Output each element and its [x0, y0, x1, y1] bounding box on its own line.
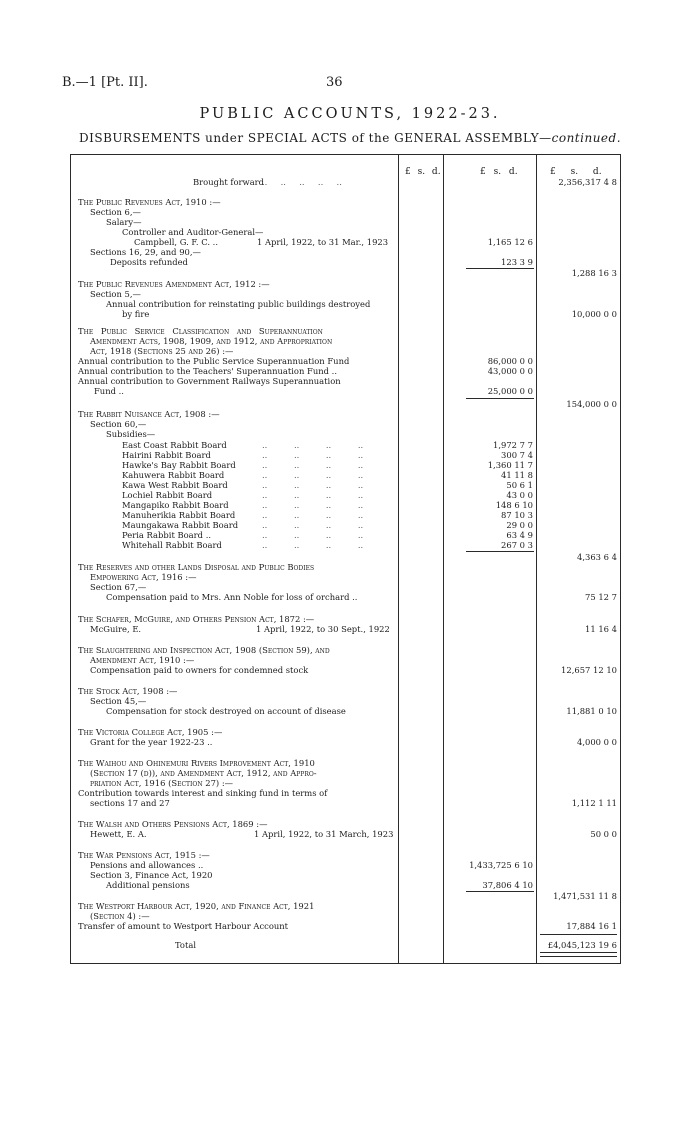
leader-dots: .. .. .. .. .. — [262, 177, 342, 187]
table-left-rule — [70, 154, 71, 964]
column-divider-2 — [443, 154, 444, 964]
amount: 1,165 12 6 — [487, 237, 533, 247]
act-heading: The Rabbit Nuisance Act, 1908 :— — [78, 409, 220, 419]
item-label: by fire — [122, 309, 150, 319]
amount: 267 0 3 — [501, 540, 533, 550]
amount: 10,000 0 0 — [571, 309, 617, 319]
act-heading: Empowering Act, 1916 :— — [90, 572, 197, 582]
act-heading: Amendment Acts, 1908, 1909, and 1912, and Appropriation — [90, 336, 333, 346]
item-label: Compensation paid to owners for condemned stock — [90, 665, 309, 675]
subtotal-rule — [466, 398, 534, 399]
item-label: Subsidies— — [106, 429, 156, 439]
amount: 1,360 11 7 — [487, 460, 533, 470]
amount: 1,433,725 6 10 — [469, 860, 533, 870]
section-label: Section 67,— — [90, 582, 147, 592]
list-item: Lochiel Rabbit Board — [122, 490, 213, 500]
amount: 1,471,531 11 8 — [553, 891, 617, 901]
act-heading: The Public Service Classification and Superannuation — [78, 326, 323, 336]
amount: 11 16 4 — [585, 624, 617, 634]
item-label: Transfer of amount to Westport Harbour Account — [78, 921, 289, 931]
amount: 43 0 0 — [506, 490, 533, 500]
amount: 148 6 10 — [495, 500, 533, 510]
act-heading: The War Pensions Act, 1915 :— — [78, 850, 210, 860]
list-item: Hawke's Bay Rabbit Board — [122, 460, 236, 470]
leader-dots: .. .. .. .. .. .. .. .. .. .. .. .. .. .. .. .. .. .. .. .. .. .. .. .. .. .. .. .. .. .. .. .. .. .. .. .. .. .. .. .. .. .. .. .. — [262, 440, 364, 550]
act-heading: The Waihou and Ohinemuri Rivers Improvement Act, 1910 — [78, 758, 315, 768]
section-label: Section 5,— — [90, 289, 141, 299]
col-header-3: £ s. d. — [550, 167, 602, 177]
table-right-rule — [620, 154, 621, 964]
section-label: Sections 16, 29, and 90,— — [90, 247, 201, 257]
act-heading: The Reserves and other Lands Disposal and Public Bodies — [78, 562, 315, 572]
act-heading: The Slaughtering and Inspection Act, 1908 (Section 59), and — [78, 645, 330, 655]
item-label: Additional pensions — [106, 880, 190, 890]
section-label: Section 3, Finance Act, 1920 — [90, 870, 213, 880]
amount: 17,884 16 1 — [566, 921, 617, 931]
item-label: Campbell, G. F. C. .. — [134, 237, 219, 247]
list-item: Maungakawa Rabbit Board — [122, 520, 239, 530]
section-label: Section 60,— — [90, 419, 147, 429]
amount: 37,806 4 10 — [482, 880, 533, 890]
column-divider-1 — [398, 154, 399, 964]
page-title: PUBLIC ACCOUNTS, 1922-23. — [199, 106, 501, 122]
subtitle-continued: continued. — [551, 131, 622, 145]
item-label: Hewett, E. A. — [90, 829, 147, 839]
amount: 154,000 0 0 — [566, 399, 617, 409]
list-item: Whitehall Rabbit Board — [122, 540, 222, 550]
amount: 25,000 0 0 — [487, 386, 533, 396]
item-label: Fund .. — [94, 386, 124, 396]
document-reference: B.—1 [Pt. II]. — [62, 75, 148, 90]
item-label: McGuire, E. — [90, 624, 142, 634]
list-item: East Coast Rabbit Board — [122, 440, 227, 450]
list-item: Kawa West Rabbit Board — [122, 480, 228, 490]
table-top-rule — [70, 154, 621, 155]
amount-brought-forward: 2,356,317 4 8 — [558, 177, 617, 187]
amount: 300 7 4 — [501, 450, 533, 460]
total-double-rule — [540, 952, 617, 957]
item-label: Compensation for stock destroyed on account of disease — [106, 706, 346, 716]
item-date: 1 April, 1922, to 30 Sept., 1922 — [256, 624, 390, 634]
amount: 1,972 7 7 — [493, 440, 533, 450]
amount: 43,000 0 0 — [487, 366, 533, 376]
col-header-1: £ s. d. — [405, 167, 441, 177]
act-heading: priation Act, 1916 (Section 27) :— — [90, 778, 234, 788]
total-label: Total — [175, 940, 197, 950]
list-item: Kahuwera Rabbit Board — [122, 470, 225, 480]
act-heading: (Section 17 (d)), and Amendment Act, 1912, and Appro- — [90, 768, 317, 778]
col-header-2: £ s. d. — [480, 167, 518, 177]
item-date: 1 April, 1922, to 31 Mar., 1923 — [257, 237, 389, 247]
item-label: Annual contribution for reinstating public buildings destroyed — [106, 299, 371, 309]
subtotal-rule — [466, 268, 534, 269]
amount: 12,657 12 10 — [561, 665, 617, 675]
amount: 50 6 1 — [506, 480, 533, 490]
act-heading: The Westport Harbour Act, 1920, and Finance Act, 1921 — [78, 901, 315, 911]
act-heading: The Victoria College Act, 1905 :— — [78, 727, 223, 737]
amount: 4,000 0 0 — [577, 737, 617, 747]
page-subtitle — [0, 131, 700, 145]
list-item: Hairini Rabbit Board — [122, 450, 211, 460]
amount: 123 3 9 — [501, 257, 533, 267]
item-label: Annual contribution to the Teachers' Superannuation Fund .. — [78, 366, 337, 376]
subtotal-rule — [466, 551, 534, 552]
amount: 86,000 0 0 — [487, 356, 533, 366]
act-heading: The Stock Act, 1908 :— — [78, 686, 178, 696]
section-label: Section 45,— — [90, 696, 147, 706]
item-label: Salary— — [106, 217, 142, 227]
amount: 41 11 8 — [501, 470, 533, 480]
amount: 11,881 0 10 — [566, 706, 617, 716]
table-bottom-rule — [70, 963, 621, 964]
act-heading: The Public Revenues Amendment Act, 1912 :— — [78, 279, 270, 289]
total-rule — [540, 934, 617, 935]
section-label: Section 6,— — [90, 207, 141, 217]
page-number: 36 — [326, 75, 343, 90]
amount: 63 4 9 — [506, 530, 533, 540]
item-label: sections 17 and 27 — [90, 798, 170, 808]
act-heading: The Schafer, McGuire, and Others Pension Act, 1872 :— — [78, 614, 315, 624]
amount: 29 0 0 — [506, 520, 533, 530]
item-label: Contribution towards interest and sinking fund in terms of — [78, 788, 328, 798]
amount: 50 0 0 — [590, 829, 617, 839]
item-label: Annual contribution to Government Railways Superannuation — [78, 376, 341, 386]
act-heading: The Walsh and Others Pensions Act, 1869 :— — [78, 819, 268, 829]
item-label: Pensions and allowances .. — [90, 860, 204, 870]
amount: 1,288 16 3 — [571, 268, 617, 278]
item-label: Deposits refunded — [110, 257, 188, 267]
list-item: Peria Rabbit Board .. — [122, 530, 212, 540]
amount: 87 10 3 — [501, 510, 533, 520]
act-heading: The Public Revenues Act, 1910 :— — [78, 197, 221, 207]
act-heading: (Section 4) :— — [90, 911, 150, 921]
list-item: Manuherikia Rabbit Board — [122, 510, 236, 520]
amount: 4,363 6 4 — [577, 552, 617, 562]
act-heading: Amendment Act, 1910 :— — [90, 655, 195, 665]
item-label: Controller and Auditor-General— — [122, 227, 264, 237]
item-label: Grant for the year 1922-23 .. — [90, 737, 213, 747]
subtitle-main: DISBURSEMENTS under SPECIAL ACTS of the GENERAL ASSEMBLY— — [78, 131, 552, 145]
total-amount: £4,045,123 19 6 — [547, 940, 617, 950]
item-label: Annual contribution to the Public Service Superannuation Fund — [78, 356, 350, 366]
amount: 1,112 1 11 — [571, 798, 617, 808]
brought-forward-label: Brought forward — [193, 177, 265, 187]
subtotal-rule — [466, 891, 534, 892]
list-item: Mangapiko Rabbit Board — [122, 500, 229, 510]
amount: 75 12 7 — [585, 592, 617, 602]
item-label: Compensation paid to Mrs. Ann Noble for loss of orchard .. — [106, 592, 358, 602]
item-date: 1 April, 1922, to 31 March, 1923 — [254, 829, 394, 839]
act-heading: Act, 1918 (Sections 25 and 26) :— — [90, 346, 234, 356]
